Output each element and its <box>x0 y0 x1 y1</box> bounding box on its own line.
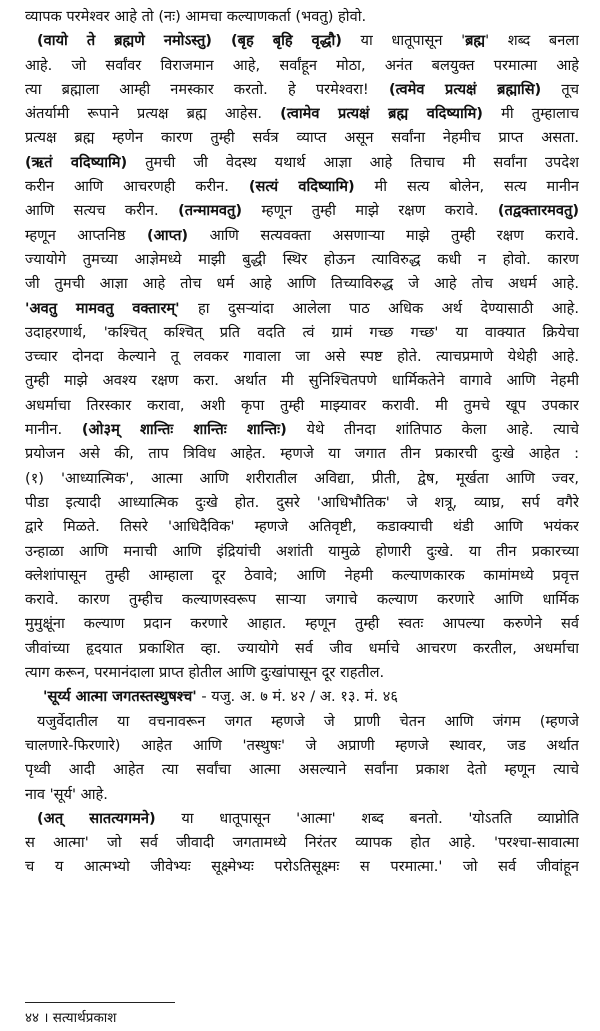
text-line <box>25 710 579 734</box>
text-segment: पृथ्वी आदी आहेत त्या सर्वांचा आत्मा असल्याने सर्वांना प्रकाश देतो म्हणून त्याचे <box>25 761 579 779</box>
text-line <box>25 321 579 345</box>
text-segment: जी तुमची आज्ञा आहे तोच धर्म आहे आणि तिच्याविरुद्ध जे आहे तोच अधर्म आहे. <box>25 275 579 293</box>
text-segment: व्यापक परमेश्वर आहे तो (नः) आमचा कल्याणकर्ता (भवतु) होवो. <box>25 8 367 25</box>
text-segment: करीन आणि आचरणही करीन. <box>25 178 249 196</box>
text-line <box>25 151 579 175</box>
bold-phrase: (आप्त) <box>147 226 189 244</box>
bold-phrase: (त्वमेव प्रत्यक्षं ब्रह्मासि) <box>388 80 542 98</box>
bold-phrase: (सत्यं वदिष्यामि) <box>248 178 355 196</box>
text-segment: उदाहरणार्थ, 'कश्चित् कश्चित् प्रति वदति त्वं ग्रामं गच्छ गच्छ' या वाक्यात क्रियेचा <box>25 323 579 341</box>
text-segment: तुम्ही माझे अवश्य रक्षण करा. अर्थात मी सुनिश्चितपणे धार्मिकतेने वागावे आणि नेहमी <box>25 372 579 390</box>
text-segment: या धातूपासून 'आत्मा' शब्द बनतो. 'योऽतति व्याप्नोति <box>155 809 579 827</box>
text-body <box>25 5 579 880</box>
text-segment: द्वारे मिळते. तिसरे 'आधिदैविक' म्हणजे अतिवृष्टी, कडाक्याची थंडी आणि भयंकर <box>25 518 579 536</box>
bold-phrase: (ओ३म् शान्तिः शान्तिः शान्तिः) <box>81 421 287 439</box>
text-segment: प्रयोजन असे की, ताप त्रिविध आहेत. म्हणजे या जगात तीन प्रकारची दुःखे आहेत : <box>25 445 579 463</box>
text-line <box>25 369 579 393</box>
text-segment: नाव 'सूर्य' आहे. <box>25 785 108 803</box>
text-line <box>25 78 579 102</box>
footer-separator: । <box>43 1010 49 1026</box>
bold-phrase: (तद्वक्तारमवतु) <box>497 202 579 220</box>
text-segment: उच्चार दोनदा केल्याने तू लवकर गावाला जा असे स्पष्ट होते. त्याचप्रमाणे येथेही आहे. <box>25 348 579 366</box>
text-line <box>25 224 579 248</box>
text-segment: क्लेशांपासून तुम्ही आम्हाला दूर ठेवावे; आणि नेहमी कल्याणकारक कामांमध्ये प्रवृत्त <box>25 566 579 584</box>
text-segment: प्रत्यक्ष ब्रह्म म्हणेन कारण तुम्ही सर्वत्र व्याप्त असून सर्वांना नेहमीच प्राप्त असता. <box>25 129 579 147</box>
text-line <box>25 612 579 636</box>
text-segment: करावे. कारण तुम्हीच कल्याणस्वरूप साऱ्या जगाचे कल्याण करणारे आणि धार्मिक <box>25 591 579 609</box>
text-line <box>25 831 579 855</box>
text-line <box>25 248 579 272</box>
page-number: ४४ <box>25 1010 40 1026</box>
text-segment: आणि सत्यच करीन. <box>25 202 179 220</box>
text-line <box>25 588 579 612</box>
text-segment: म्हणून आप्तनिष्ठ <box>25 226 148 244</box>
text-line <box>25 685 579 709</box>
text-segment: (१) 'आध्यात्मिक', आत्मा आणि शरीरातील अविद्या, प्रीती, द्वेष, मूर्खता आणि ज्वर, <box>25 469 579 487</box>
text-segment: उन्हाळा आणि मनाची आणि इंद्रियांची अशांती यामुळे होणारी दुःखे. या तीन प्रकारच्या <box>25 542 579 560</box>
bold-phrase: 'अवतु मामवतु वक्तारम्' <box>25 299 180 317</box>
bold-phrase: 'सूर्य्य आत्मा जगतस्तस्थुषश्च' <box>43 688 197 706</box>
text-segment: पीडा इत्यादी आध्यात्मिक दुःखे होत. दुसरे 'आधिभौतिक' जे शत्रू, व्याघ्र, सर्प वगैरे <box>25 493 579 511</box>
text-line <box>25 442 579 466</box>
text-segment: तूच <box>541 80 579 98</box>
text-segment: त्या ब्रह्माला आम्ही नमस्कार करतो. हे परमेश्वरा! <box>25 80 389 98</box>
bold-phrase: (ऋतं वदिष्यामि) <box>25 153 128 171</box>
text-segment: येथे तीनदा शांतिपाठ केला आहे. त्याचे <box>286 421 579 439</box>
text-segment: आणि सत्यवक्ता असणाऱ्या माझे तुम्ही रक्षण करावे. <box>188 226 579 244</box>
bold-phrase: (वायो ते ब्रह्मणे नमोऽस्तु) (बृह बृहि वृद्धौ) <box>37 32 342 50</box>
text-line <box>25 564 579 588</box>
text-line <box>25 467 579 491</box>
text-line <box>25 491 579 515</box>
text-segment: तुमची जी वेदस्थ यथार्थ आज्ञा आहे तिचाच मी सर्वांना उपदेश <box>127 153 579 171</box>
text-line <box>25 29 579 53</box>
text-line <box>25 126 579 150</box>
text-line <box>25 297 579 321</box>
text-line <box>25 807 579 831</box>
text-line <box>25 102 579 126</box>
page-footer <box>25 1008 117 1028</box>
text-line <box>25 272 579 296</box>
text-segment: अधर्माचा तिरस्कार करावा, अशी कृपा तुम्ही माझ्यावर करावी. मी तुमचे खूप उपकार <box>25 396 579 414</box>
text-line <box>25 394 579 418</box>
bold-phrase: (त्वामेव प्रत्यक्षं ब्रह्म वदिष्यामि) <box>280 105 483 123</box>
text-line <box>25 734 579 758</box>
text-line <box>25 637 579 661</box>
text-segment: या धातूपासून ' <box>341 32 466 50</box>
text-line <box>25 199 579 223</box>
text-line <box>25 540 579 564</box>
text-segment: मी सत्य बोलेन, सत्य मानीन <box>354 178 579 196</box>
text-line <box>25 661 579 685</box>
text-segment: हा दुसऱ्यांदा आलेला पाठ अधिक अर्थ देण्यासाठी आहे. <box>179 299 579 317</box>
text-line <box>25 783 579 807</box>
text-segment: मी तुम्हालाच <box>482 105 579 123</box>
text-line <box>25 345 579 369</box>
text-segment: अंतर्यामी रूपाने प्रत्यक्ष ब्रह्म आहेस. <box>25 105 281 123</box>
bold-phrase: ब्रह्म <box>465 32 486 50</box>
text-segment: चालणारे-फिरणारे) आहेत आणि 'तस्थुषः' जे अप्राणी म्हणजे स्थावर, जड अर्थात <box>25 736 579 754</box>
text-segment: मुमुक्षूंना कल्याण प्रदान करणारे आहात. म्हणून तुम्ही स्वतः आपल्या करुणेने सर्व <box>25 615 579 633</box>
text-segment: त्याग करून, परमानंदाला प्राप्त होतील आणि दुःखांपासून दूर राहतील. <box>25 664 385 682</box>
text-line <box>25 515 579 539</box>
text-line <box>25 175 579 199</box>
text-segment: जीवांच्या हृदयात प्रकाशित व्हा. ज्यायोगे सर्व जीव धर्माचे आचरण करतील, अधर्माचा <box>25 639 579 657</box>
footer-rule <box>25 1002 175 1003</box>
book-title: सत्यार्थप्रकाश <box>52 1010 117 1026</box>
text-line <box>25 54 579 78</box>
text-line <box>25 855 579 879</box>
text-line <box>25 5 579 29</box>
text-segment: म्हणून तुम्ही माझे रक्षण करावे. <box>242 202 498 220</box>
text-segment: ' शब्द बनला <box>485 32 579 50</box>
text-segment: - यजु. अ. ७ मं. ४२ / अ. १३. मं. ४६ <box>196 688 398 706</box>
text-segment: ज्यायोगे तुमच्या आज्ञेमध्ये माझी बुद्धी स्थिर होऊन त्याविरुद्ध कधी न होवो. कारण <box>25 250 579 268</box>
text-segment: मानीन. <box>25 421 82 439</box>
text-line <box>25 758 579 782</box>
bold-phrase: (तन्मामवतु) <box>178 202 243 220</box>
text-segment: यजुर्वेदातील या वचनावरून जगत म्हणजे जे प्राणी चेतन आणि जंगम (म्हणजे <box>37 712 579 730</box>
text-line <box>25 418 579 442</box>
text-segment: स आत्मा' जो सर्व जीवादी जगतामध्ये निरंतर व्यापक होत आहे. 'परश्चा-सावात्मा <box>25 834 579 852</box>
text-segment: च य आत्मभ्यो जीवेभ्यः सूक्ष्मेभ्यः परोऽतिसूक्ष्मः स परमात्मा.' जो सर्व जीवांहून <box>25 858 579 876</box>
text-segment: आहे. जो सर्वांवर विराजमान आहे, सर्वांहून मोठा, अनंत बलयुक्त परमात्मा आहे <box>25 56 579 74</box>
bold-phrase: (अत् सातत्यगमने) <box>37 809 156 827</box>
